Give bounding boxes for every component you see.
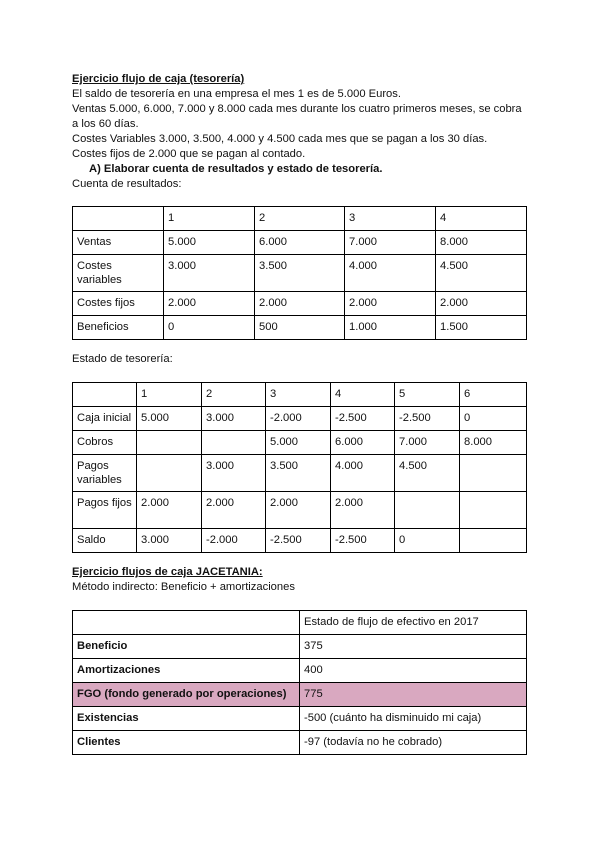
table-cell: Ventas xyxy=(73,231,164,255)
table-cell: 1.000 xyxy=(345,316,436,340)
treasury-row-pagos-fijos xyxy=(73,492,527,529)
table-cell: 0 xyxy=(460,407,527,431)
table-cell: 375 xyxy=(300,635,527,659)
exercise1-line-1: El saldo de tesorería en una empresa el mes 1 es de 5.000 Euros. xyxy=(72,88,401,100)
results-header-cell: 2 xyxy=(255,207,345,231)
table-cell: 2.000 xyxy=(331,492,395,529)
table-cell: 4.500 xyxy=(395,455,460,492)
cashflow-row-beneficio xyxy=(73,635,527,659)
table-cell: 3.000 xyxy=(202,407,266,431)
table-cell: 2.000 xyxy=(202,492,266,529)
table-cell: Costes variables xyxy=(73,255,164,292)
table-cell: 8.000 xyxy=(436,231,527,255)
table-cell: 5.000 xyxy=(164,231,255,255)
table-cell: Pagos fijos xyxy=(73,492,137,529)
table-cell: -97 (todavía no he cobrado) xyxy=(300,731,527,755)
table-cell: Existencias xyxy=(73,707,300,731)
table-cell: -500 (cuánto ha disminuido mi caja) xyxy=(300,707,527,731)
treasury-header-cell: 5 xyxy=(395,383,460,407)
table-cell: Clientes xyxy=(73,731,300,755)
cashflow-header-row xyxy=(73,611,527,635)
cashflow-header-cell xyxy=(73,611,300,635)
cashflow-row-fgo xyxy=(73,683,527,707)
table-cell xyxy=(460,455,527,492)
results-label: Cuenta de resultados: xyxy=(72,178,182,190)
treasury-row-cobros xyxy=(73,431,527,455)
treasury-table xyxy=(72,382,527,553)
cashflow-header-cell: Estado de flujo de efectivo en 2017 xyxy=(300,611,527,635)
treasury-header-row xyxy=(73,383,527,407)
results-header-cell: 4 xyxy=(436,207,527,231)
results-header-cell xyxy=(73,207,164,231)
method-text: Método indirecto: Beneficio + amortizaciones xyxy=(72,581,295,593)
table-cell: 2.000 xyxy=(345,292,436,316)
treasury-header-cell: 6 xyxy=(460,383,527,407)
table-cell xyxy=(460,529,527,553)
table-cell: 3.500 xyxy=(266,455,331,492)
table-cell: -2.500 xyxy=(395,407,460,431)
table-cell: 2.000 xyxy=(255,292,345,316)
table-cell: Cobros xyxy=(73,431,137,455)
table-cell: 775 xyxy=(300,683,527,707)
table-cell: -2.500 xyxy=(331,407,395,431)
table-cell: 500 xyxy=(255,316,345,340)
table-cell: 1.500 xyxy=(436,316,527,340)
table-cell: Beneficios xyxy=(73,316,164,340)
document-page xyxy=(72,72,528,755)
results-row-beneficios xyxy=(73,316,527,340)
table-cell: 2.000 xyxy=(137,492,202,529)
table-cell: 0 xyxy=(395,529,460,553)
table-cell: 3.000 xyxy=(137,529,202,553)
table-cell: 2.000 xyxy=(164,292,255,316)
table-cell: Costes fijos xyxy=(73,292,164,316)
table-cell: Pagos variables xyxy=(73,455,137,492)
exercise1-line-2: Ventas 5.000, 6.000, 7.000 y 8.000 cada mes durante los cuatro primeros meses, se cobra a los 60 días. xyxy=(72,103,522,130)
treasury-header-cell xyxy=(73,383,137,407)
treasury-header-cell: 4 xyxy=(331,383,395,407)
table-cell: 6.000 xyxy=(331,431,395,455)
table-cell: 0 xyxy=(164,316,255,340)
table-cell: -2.500 xyxy=(331,529,395,553)
table-cell: 2.000 xyxy=(436,292,527,316)
table-cell: -2.000 xyxy=(266,407,331,431)
exercise2-title: Ejercicio flujos de caja JACETANIA: xyxy=(72,566,263,578)
cashflow-table xyxy=(72,610,527,755)
exercise1-title: Ejercicio flujo de caja (tesorería) xyxy=(72,73,245,85)
task-heading: A) Elaborar cuenta de resultados y estado de tesorería. xyxy=(89,163,383,175)
results-row-costes-fijos xyxy=(73,292,527,316)
table-cell xyxy=(137,431,202,455)
table-cell xyxy=(202,431,266,455)
results-row-ventas xyxy=(73,231,527,255)
table-cell xyxy=(395,492,460,529)
table-cell: Amortizaciones xyxy=(73,659,300,683)
table-cell: 5.000 xyxy=(137,407,202,431)
treasury-header-cell: 3 xyxy=(266,383,331,407)
exercise1-line-3: Costes Variables 3.000, 3.500, 4.000 y 4.500 cada mes que se pagan a los 30 días. xyxy=(72,133,488,145)
treasury-header-cell: 1 xyxy=(137,383,202,407)
table-cell: 4.000 xyxy=(345,255,436,292)
treasury-header-cell: 2 xyxy=(202,383,266,407)
table-cell: 6.000 xyxy=(255,231,345,255)
table-cell: 7.000 xyxy=(395,431,460,455)
results-header-cell: 3 xyxy=(345,207,436,231)
table-cell: Saldo xyxy=(73,529,137,553)
table-cell: 4.000 xyxy=(331,455,395,492)
treasury-label: Estado de tesorería: xyxy=(72,353,173,365)
table-cell: 8.000 xyxy=(460,431,527,455)
treasury-row-pagos-variables xyxy=(73,455,527,492)
table-cell: 3.500 xyxy=(255,255,345,292)
cashflow-row-existencias xyxy=(73,707,527,731)
table-cell: 4.500 xyxy=(436,255,527,292)
treasury-row-caja-inicial xyxy=(73,407,527,431)
table-cell xyxy=(137,455,202,492)
table-cell: 3.000 xyxy=(164,255,255,292)
table-cell: 3.000 xyxy=(202,455,266,492)
results-header-row xyxy=(73,207,527,231)
results-row-costes-variables xyxy=(73,255,527,292)
table-cell: FGO (fondo generado por operaciones) xyxy=(73,683,300,707)
table-cell: Caja inicial xyxy=(73,407,137,431)
table-cell xyxy=(460,492,527,529)
results-table xyxy=(72,206,527,340)
treasury-row-saldo xyxy=(73,529,527,553)
table-cell: 7.000 xyxy=(345,231,436,255)
table-cell: 2.000 xyxy=(266,492,331,529)
table-cell: 5.000 xyxy=(266,431,331,455)
cashflow-row-amortizaciones xyxy=(73,659,527,683)
table-cell: Beneficio xyxy=(73,635,300,659)
results-header-cell: 1 xyxy=(164,207,255,231)
table-cell: -2.500 xyxy=(266,529,331,553)
table-cell: 400 xyxy=(300,659,527,683)
table-cell: -2.000 xyxy=(202,529,266,553)
exercise1-line-4: Costes fijos de 2.000 que se pagan al contado. xyxy=(72,148,306,160)
cashflow-row-clientes xyxy=(73,731,527,755)
